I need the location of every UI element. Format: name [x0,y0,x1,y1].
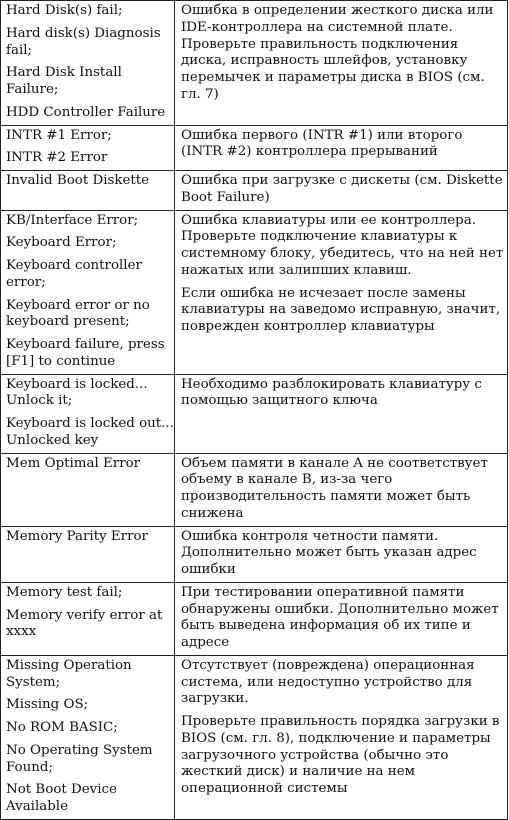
error-code: INTR #2 Error [6,150,108,166]
error-code: Keyboard is locked... Unlock it; [6,376,148,409]
error-code-cell [1,526,175,582]
error-description: При тестировании оперативной памяти обнаружены ошибки. Дополнительно может быть выведена информация об их типе и адресе [181,584,499,650]
error-description-cell [175,210,508,374]
error-code-cell [1,453,175,526]
error-code: Missing Operation System; [6,657,132,690]
table-row [1,582,508,655]
error-description: Ошибка контроля четности памяти. Дополнительно может быть указан адрес ошибки [181,528,477,577]
error-description: Если ошибка не исчезает после замены клавиатуры на заведомо исправную, значит, поврежден контроллер клавиатуры [181,285,501,334]
table-row [1,526,508,582]
error-description-cell [175,453,508,526]
error-description-cell [175,1,508,126]
error-code-cell [1,655,175,819]
error-description: Отсутствует (повреждена) операционная система, или недоступно устройство для загрузки. [181,657,475,707]
error-code: KB/Interface Error; [6,212,139,228]
table-row [1,1,508,126]
error-code-cell [1,1,175,126]
error-description: Ошибка при загрузке с дискеты (см. Diskette Boot Failure) [181,173,503,205]
table-body [1,1,508,820]
error-code: Invalid Boot Diskette [6,173,150,188]
error-code: HDD Controller Failure [6,104,166,120]
error-description-cell [175,125,508,171]
error-code: Keyboard error or no keyboard present; [6,297,150,330]
table-row [1,453,508,526]
error-code-cell [1,374,175,453]
table-row [1,655,508,819]
error-code: Keyboard is locked out... Unlocked key [6,416,174,448]
error-description-cell [175,526,508,582]
table-row [1,125,508,171]
error-code: Memory test fail; [6,584,123,600]
error-code: Not Boot Device Available [6,782,117,814]
error-code-cell [1,125,175,171]
error-code: Mem Optimal Error [6,455,141,471]
table-row [1,374,508,453]
error-description: Ошибка клавиатуры или ее контроллера. Проверьте подключение клавиатуры к системному блоку, убедитесь, что на ней нет нажатых или залипших клавиш. [181,212,504,278]
table-row [1,171,508,211]
error-description: Проверьте правильность порядка загрузки в BIOS (см. гл. 8), подключение и параметры загрузочного устройства (обычно это жесткий диск) и наличие на нем операционной системы [181,714,500,796]
error-description: Необходимо разблокировать клавиатуру с помощью защитного ключа [181,376,482,409]
error-code: Keyboard failure, press [F1] to continue [6,337,165,369]
error-code: Memory Parity Error [6,528,148,544]
error-description: Ошибка в определении жесткого диска или IDE-контроллера на системной плате. Проверьте правильность подключения диска, исправность шлейфов, установку перемычек и параметры диска в BIOS (см. гл. 7) [181,3,494,102]
error-description: Ошибка первого (INTR #1) или второго (INTR #2) контроллера прерываний [181,127,463,160]
error-code: Memory verify error at xxxx [6,607,163,640]
error-code: Keyboard Error; [6,235,117,251]
error-code: No ROM BASIC; [6,720,118,735]
error-code: INTR #1 Error; [6,127,112,143]
error-code: No Operating System Found; [6,742,153,775]
error-description-cell [175,171,508,211]
error-code: Hard disk(s) Diagnosis fail; [6,25,161,58]
error-code-cell [1,210,175,374]
error-code: Keyboard controller error; [6,258,142,290]
error-code-cell [1,582,175,655]
error-code: Hard Disk Install Failure; [6,65,122,97]
error-description-cell [175,582,508,655]
error-code: Missing OS; [6,697,89,713]
table-row [1,210,508,374]
error-description: Объем памяти в канале A не соответствует объему в канале B, из-за чего производительность памяти может быть снижена [181,455,488,521]
error-code: Hard Disk(s) fail; [6,3,123,18]
error-description-cell [175,374,508,453]
error-code-cell [1,171,175,211]
error-description-cell [175,655,508,819]
